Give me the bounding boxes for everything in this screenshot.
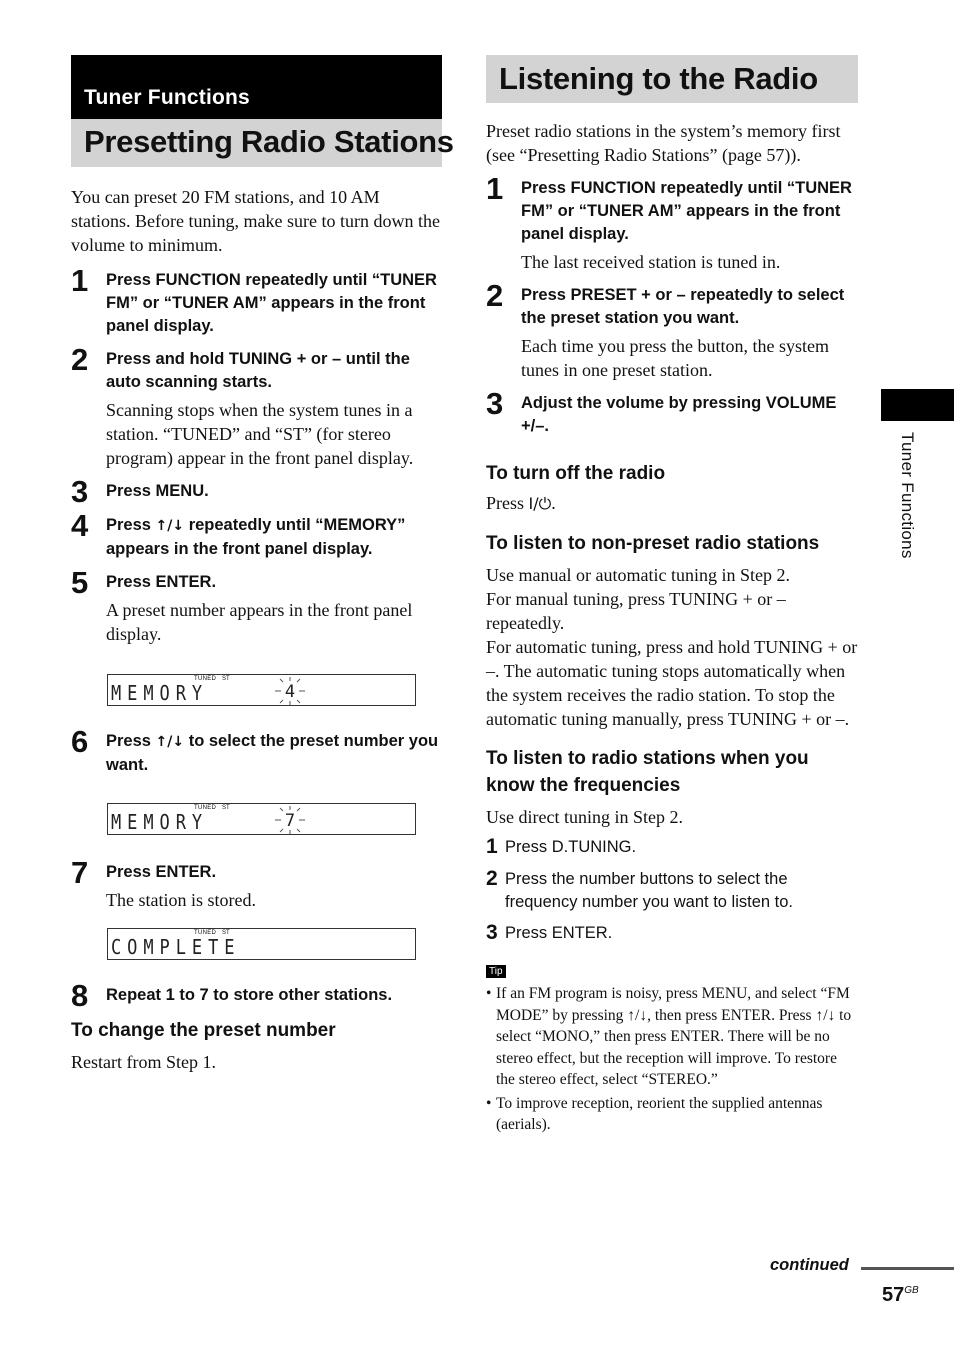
step-heading-pre: Press: [106, 732, 156, 750]
continued-rule: [861, 1267, 954, 1270]
step-heading: [106, 730, 442, 777]
side-section-label: Tuner Functions: [898, 432, 917, 559]
step-heading: [106, 514, 442, 561]
step-number: 3: [486, 386, 504, 421]
turn-off-heading: To turn off the radio: [486, 463, 666, 484]
section-label: Tuner Functions: [71, 55, 442, 119]
st-indicator: ST: [222, 805, 230, 811]
up-down-arrow-icon: ↑/↓: [155, 734, 185, 750]
step-heading: Press PRESET + or – repeatedly to select the preset station you want.: [521, 286, 845, 327]
non-preset-heading: To listen to non-preset radio stations: [486, 533, 820, 554]
step-heading-post: to select the preset number you want.: [106, 732, 439, 774]
blinking-digit: [272, 677, 308, 705]
continued-label: continued: [770, 1256, 849, 1274]
step-5: [71, 565, 442, 646]
tip-section: [486, 961, 858, 1136]
page-title: Presetting Radio Stations: [71, 119, 442, 167]
step-heading: Press FUNCTION repeatedly until “TUNER FM” or “TUNER AM” appears in the front panel display.: [521, 179, 852, 243]
section-title: Listening to the Radio: [486, 55, 858, 103]
freq-step-text: Press the number buttons to select the frequency number you want to listen to.: [505, 870, 793, 911]
front-panel-display: [107, 674, 416, 706]
step-number: 1: [486, 171, 504, 206]
step-body: A preset number appears in the front panel display.: [106, 600, 413, 644]
step-number: 2: [71, 342, 89, 377]
st-indicator: ST: [222, 930, 230, 936]
step-2: [71, 342, 442, 470]
turn-off-text: Press: [486, 493, 529, 513]
left-column: [71, 55, 454, 1074]
st-indicator: ST: [222, 676, 230, 682]
step-heading: Press MENU.: [106, 482, 209, 500]
display-text: MEMORY: [111, 810, 209, 834]
freq-step-3: [486, 922, 858, 945]
step-2: [486, 278, 858, 382]
intro-paragraph: Preset radio stations in the system’s memory first (see “Presetting Radio Stations” (page 57)).: [486, 121, 841, 165]
right-column: [486, 55, 858, 1136]
tip-item: [486, 1093, 858, 1136]
blink-rays-icon: [272, 806, 308, 834]
frequency-body: Use direct tuning in Step 2.: [486, 807, 683, 827]
step-1: [71, 263, 442, 338]
step-heading: Press ENTER.: [106, 573, 217, 591]
tuned-indicator: TUNED: [194, 930, 217, 936]
non-preset-line-2: For manual tuning, press TUNING + or – repeatedly.: [486, 589, 786, 633]
step-heading: Repeat 1 to 7 to store other stations.: [106, 986, 393, 1004]
bullet-icon: •: [486, 1094, 492, 1112]
step-heading: Press and hold TUNING + or – until the auto scanning starts.: [106, 350, 410, 391]
step-body: Scanning stops when the system tunes in a station. “TUNED” and “ST” (for stereo program) appear in the front panel display.: [106, 400, 414, 468]
step-number: 7: [71, 855, 89, 890]
step-number: 4: [71, 508, 89, 543]
step-heading: Adjust the volume by pressing VOLUME +/–.: [521, 394, 837, 435]
page-number-suffix: GB: [904, 1285, 919, 1296]
freq-step-text: Press D.TUNING.: [505, 838, 637, 856]
step-heading-pre: Press: [106, 516, 156, 534]
non-preset-line-3: For automatic tuning, press and hold TUNING + or –. The automatic tuning stops automatically when the system receives the radio station. To stop the automatic tuning manually, press TUNING + or –.: [486, 637, 858, 729]
step-number: 5: [71, 565, 89, 600]
up-down-arrow-icon: ↑/↓: [155, 518, 185, 534]
tuned-indicator: TUNED: [194, 805, 217, 811]
step-number: 2: [486, 278, 504, 313]
step-number: 3: [71, 474, 89, 509]
step-body: The station is stored.: [106, 890, 256, 910]
step-heading: Press ENTER.: [106, 863, 217, 881]
power-icon: I/⏻: [528, 494, 552, 513]
display-text: COMPLETE: [111, 935, 241, 959]
step-3: [71, 474, 442, 509]
tuned-indicator: TUNED: [194, 676, 217, 682]
display-text: MEMORY: [111, 681, 209, 705]
blink-digit-text: 7: [284, 811, 296, 831]
step-8: [71, 978, 442, 1013]
bullet-icon: •: [486, 985, 492, 1002]
step-number: 6: [71, 724, 89, 759]
step-heading-post: repeatedly until “MEMORY” appears in the front panel display.: [106, 516, 406, 558]
step-4: [71, 508, 442, 561]
step-body: Each time you press the button, the system tunes in one preset station.: [521, 336, 829, 380]
tip-item: [486, 983, 858, 1091]
tip-text: To improve reception, reorient the supplied antennas (aerials).: [496, 1094, 823, 1133]
front-panel-display: [107, 928, 416, 960]
tip-text: If an FM program is noisy, press MENU, and select “FM MODE” by pressing ↑/↓, then press ENTER. Press ↑/↓ to select “MONO,” then press ENTER. There will be no stereo effect, but the reception will improve. To restore the stereo effect, select “STEREO.”: [496, 985, 852, 1088]
step-1: [486, 171, 858, 274]
blinking-digit: [272, 806, 308, 834]
frequency-heading: To listen to radio stations when you know the frequencies: [486, 748, 809, 796]
freq-step-number: 3: [486, 921, 498, 944]
step-heading: Press FUNCTION repeatedly until “TUNER FM” or “TUNER AM” appears in the front panel display.: [106, 271, 437, 335]
freq-step-text: Press ENTER.: [505, 924, 613, 942]
freq-step-number: 2: [486, 867, 498, 890]
non-preset-line-1: Use manual or automatic tuning in Step 2.: [486, 565, 790, 585]
freq-step-number: 1: [486, 835, 498, 858]
intro-paragraph: You can preset 20 FM stations, and 10 AM stations. Before tuning, make sure to turn down the volume to minimum.: [71, 187, 440, 255]
step-3: [486, 386, 858, 438]
side-tab-marker: [881, 389, 954, 421]
step-7: [71, 855, 442, 912]
page-number: [882, 1284, 919, 1307]
step-number: 8: [71, 978, 89, 1013]
change-preset-heading: To change the preset number: [71, 1020, 336, 1041]
freq-step-1: [486, 836, 858, 859]
blink-rays-icon: [272, 677, 308, 705]
turn-off-body: Press I/⏻.: [486, 493, 556, 513]
front-panel-display: [107, 803, 416, 835]
tip-badge: Tip: [486, 965, 506, 978]
step-number: 1: [71, 263, 89, 298]
step-body: The last received station is tuned in.: [521, 252, 781, 272]
freq-step-2: [486, 868, 858, 914]
blink-digit-text: 4: [284, 682, 296, 702]
step-6: [71, 724, 442, 777]
page-number-value: 57: [882, 1284, 905, 1306]
change-preset-body: Restart from Step 1.: [71, 1052, 216, 1072]
